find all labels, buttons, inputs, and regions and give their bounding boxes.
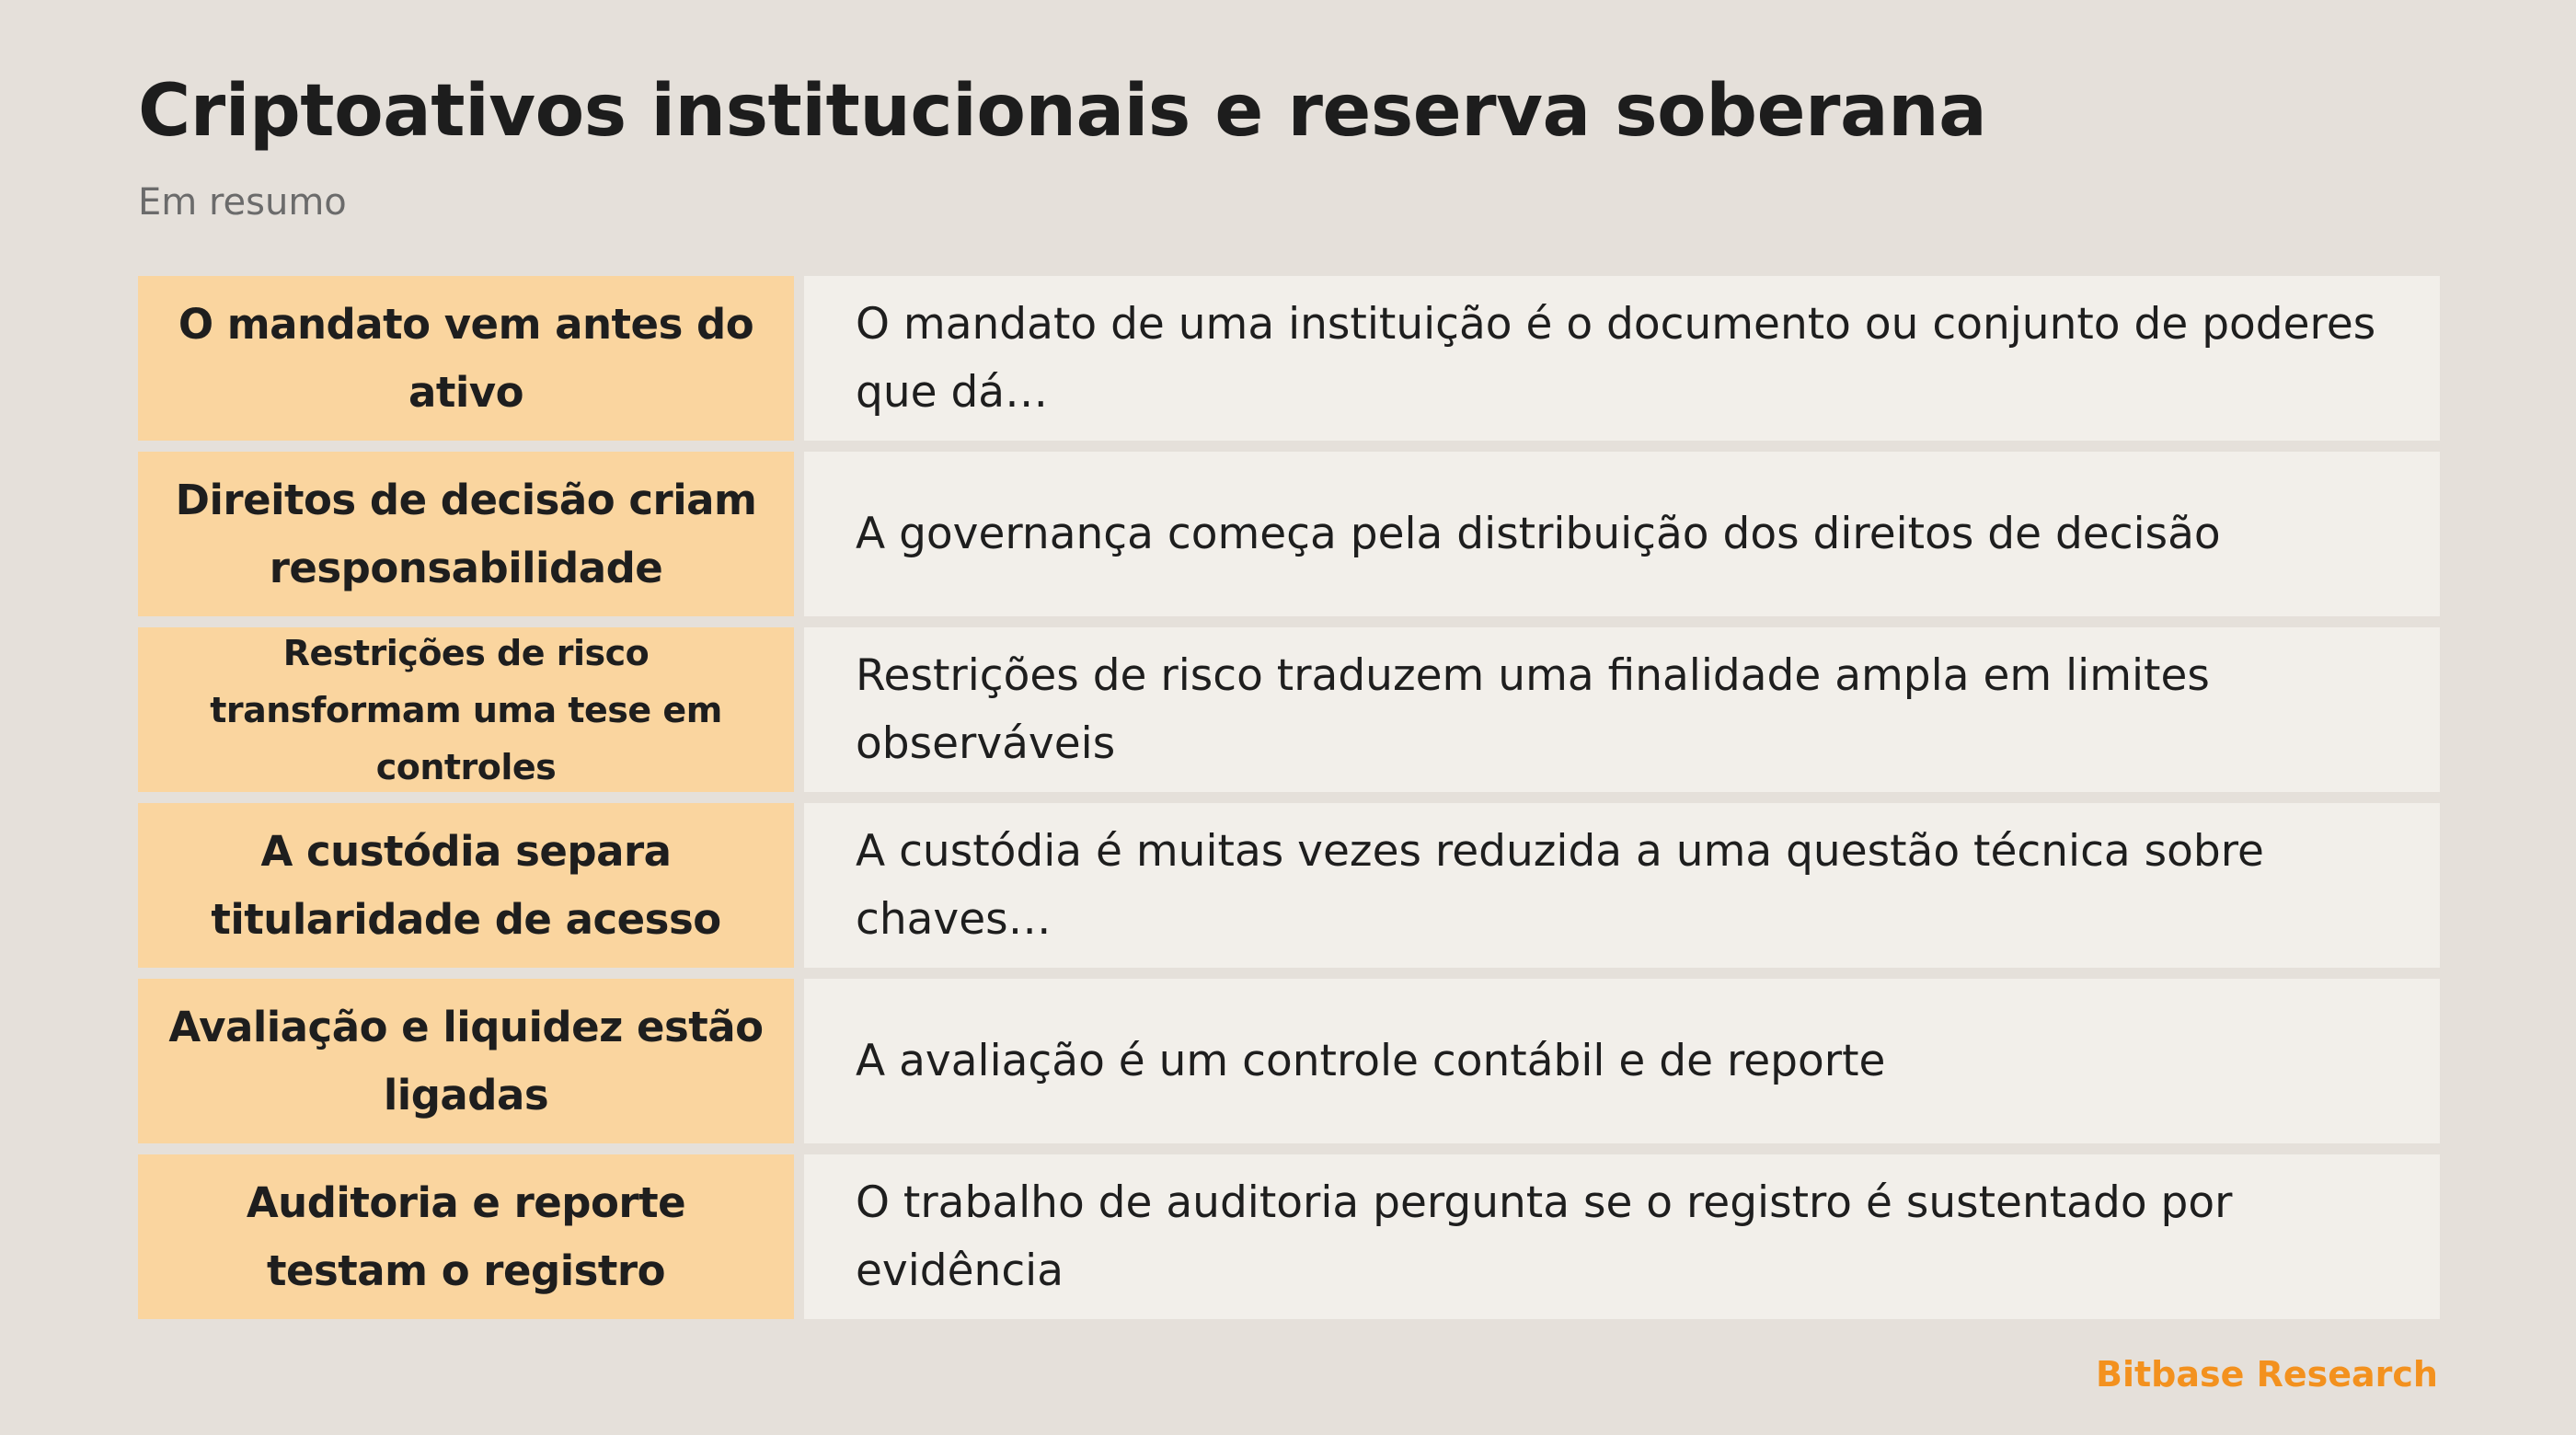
- row-heading: Restrições de risco transformam uma tese em controles: [138, 627, 794, 792]
- row-description: Restrições de risco traduzem uma finalidade ampla em limites observáveis: [804, 627, 2440, 792]
- row-heading: O mandato vem antes do ativo: [138, 276, 794, 441]
- summary-table: [138, 276, 2440, 1319]
- page-title: Criptoativos institucionais e reserva soberana: [138, 70, 1987, 153]
- brand-footer: Bitbase Research: [2095, 1354, 2438, 1395]
- row-description: A governança começa pela distribuição dos direitos de decisão: [804, 452, 2440, 616]
- page-subtitle: Em resumo: [138, 181, 347, 224]
- row-heading: Auditoria e reporte testam o registro: [138, 1154, 794, 1319]
- row-heading: Avaliação e liquidez estão ligadas: [138, 979, 794, 1143]
- table-row: [138, 627, 2440, 792]
- row-heading: A custódia separa titularidade de acesso: [138, 803, 794, 968]
- table-row: [138, 803, 2440, 968]
- table-row: [138, 452, 2440, 616]
- row-heading: Direitos de decisão criam responsabilidade: [138, 452, 794, 616]
- row-description: O mandato de uma instituição é o documento ou conjunto de poderes que dá…: [804, 276, 2440, 441]
- table-row: [138, 276, 2440, 441]
- row-description: O trabalho de auditoria pergunta se o registro é sustentado por evidência: [804, 1154, 2440, 1319]
- table-row: [138, 979, 2440, 1143]
- row-description: A custódia é muitas vezes reduzida a uma questão técnica sobre chaves…: [804, 803, 2440, 968]
- row-description: A avaliação é um controle contábil e de reporte: [804, 979, 2440, 1143]
- table-row: [138, 1154, 2440, 1319]
